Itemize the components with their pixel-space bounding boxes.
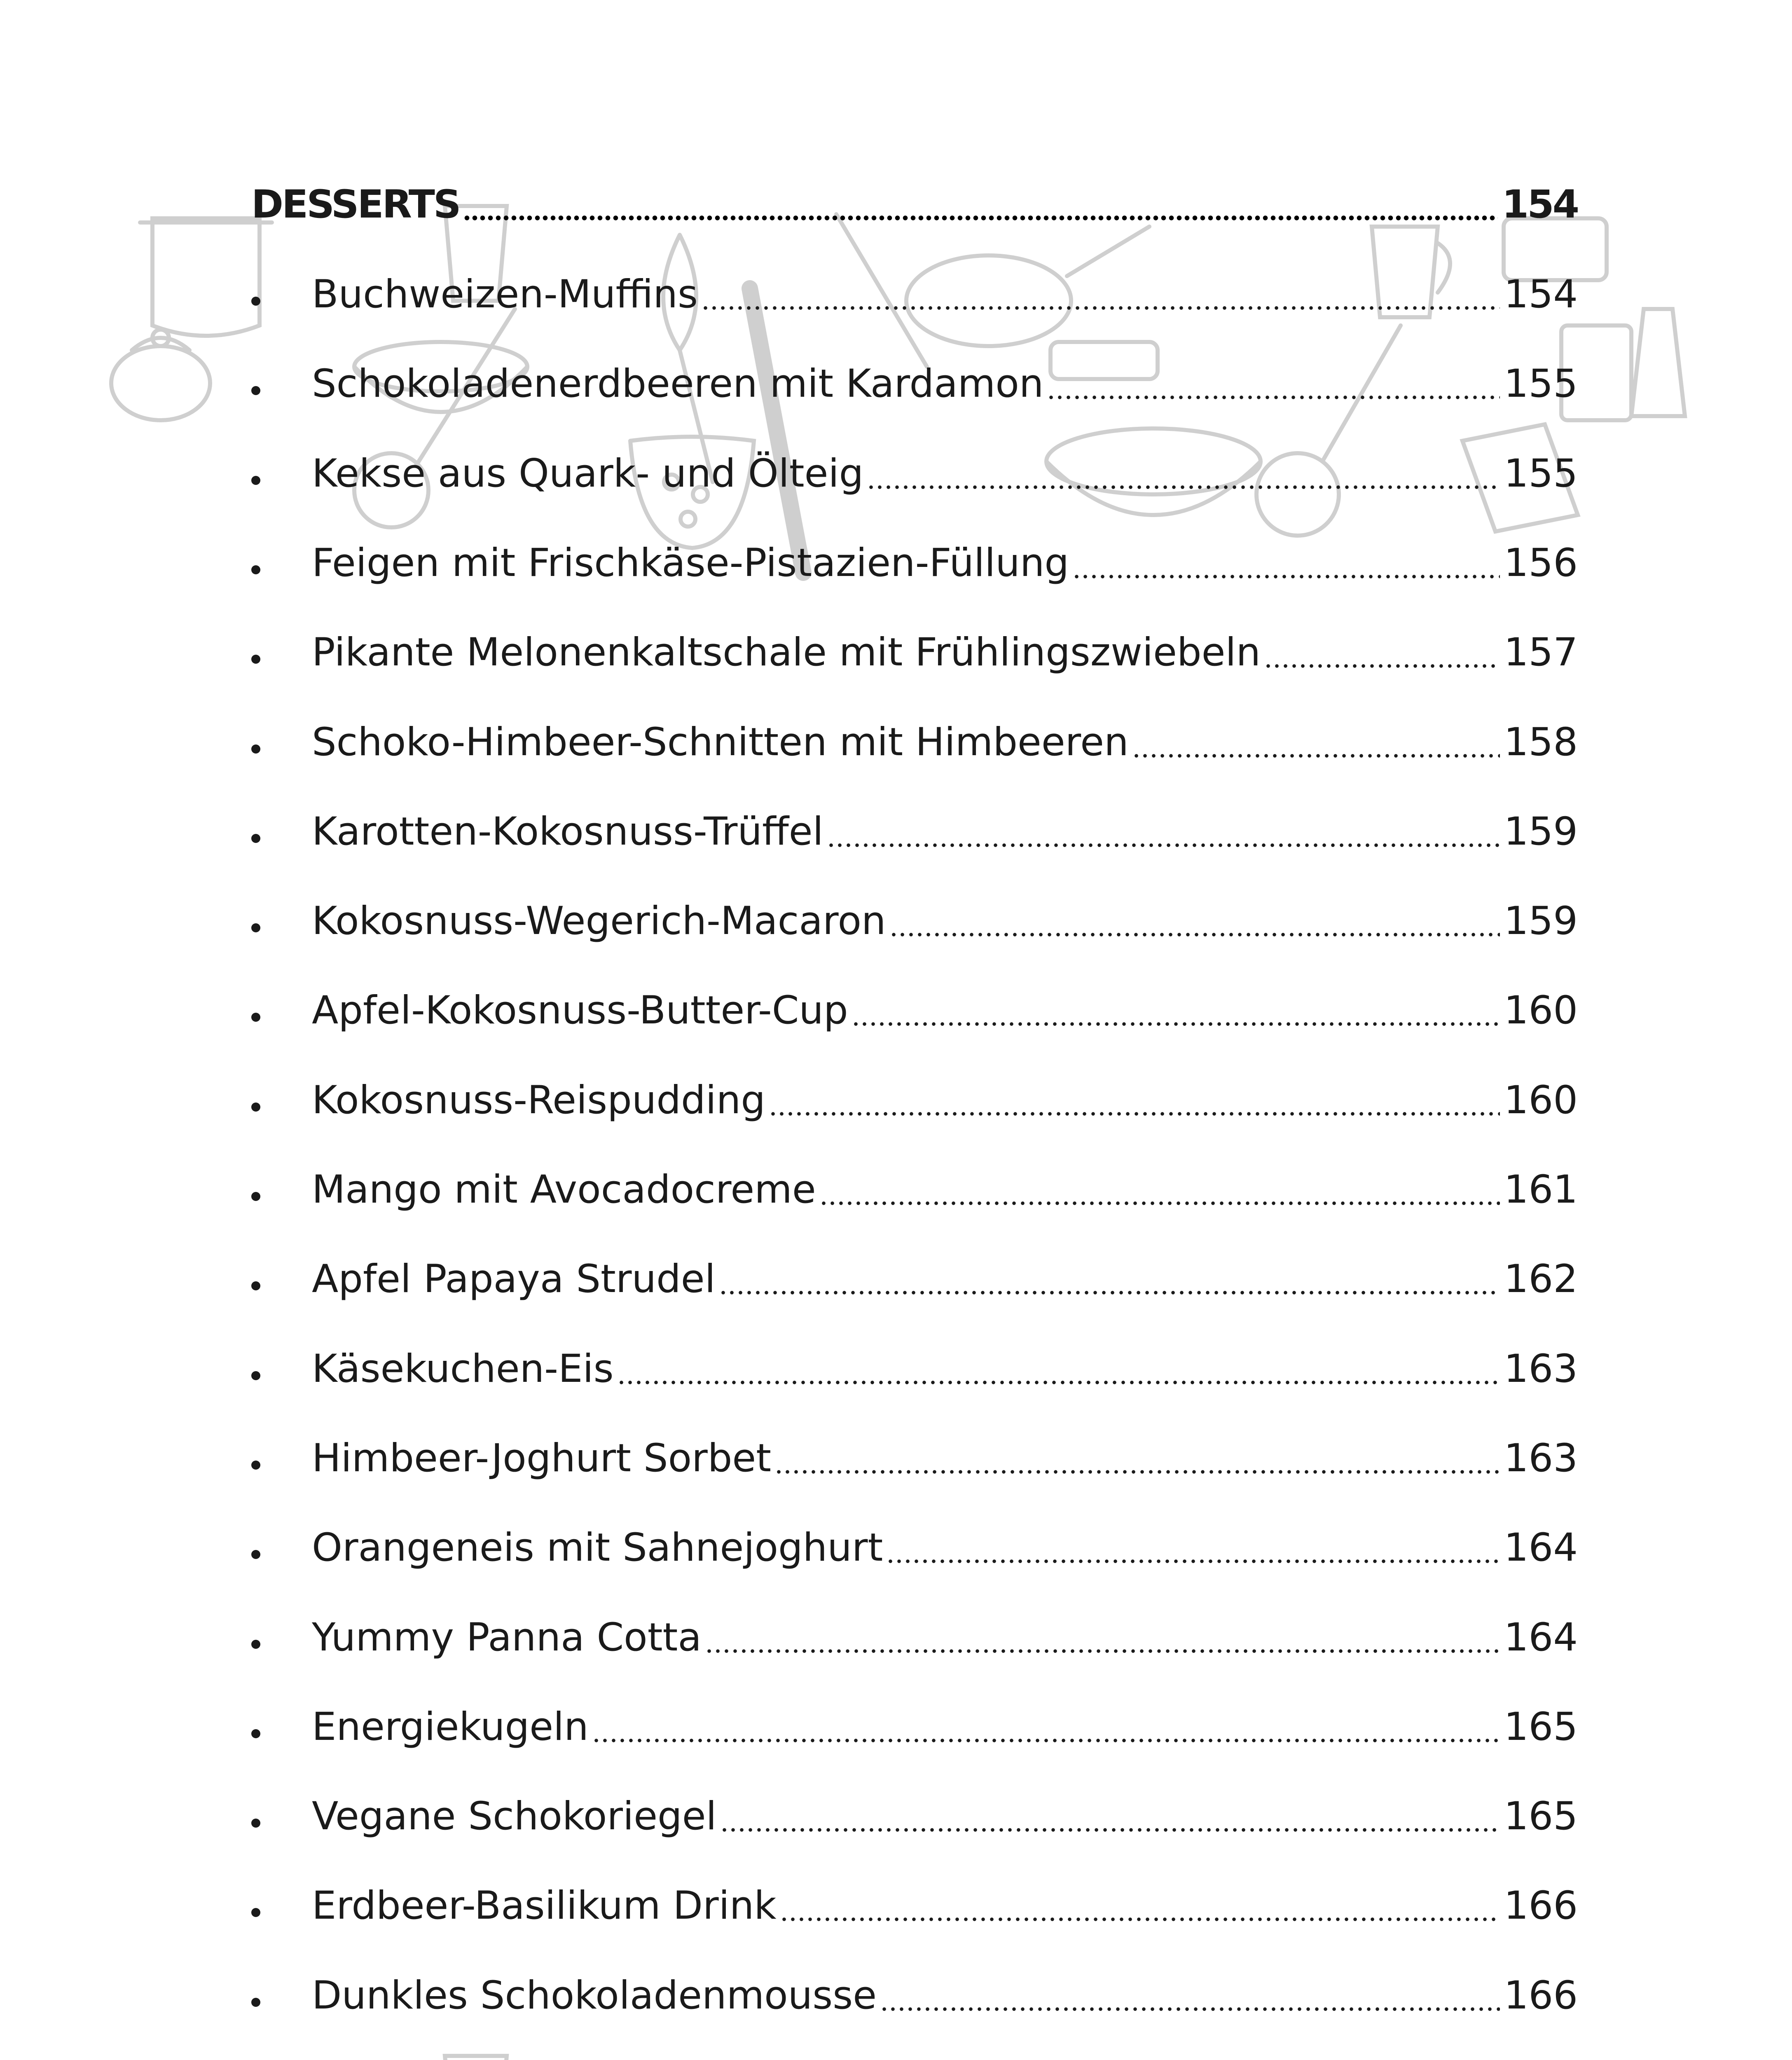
toc-entry[interactable]: [312, 982, 1578, 1039]
bullet-icon: [251, 655, 260, 664]
toc-entry[interactable]: [312, 445, 1578, 503]
bullet-icon: [251, 1103, 260, 1112]
toc-entry[interactable]: [312, 2056, 1578, 2060]
toc-entry[interactable]: [312, 1519, 1578, 1577]
toc-entry[interactable]: [312, 266, 1578, 323]
toc-entry-title: Karotten-Kokosnuss-Trüffel: [312, 809, 823, 854]
bullet-icon: [251, 1281, 260, 1290]
toc-entry[interactable]: [312, 1250, 1578, 1308]
toc-entry-page-number: 160: [1504, 988, 1578, 1033]
toc-entry[interactable]: [312, 534, 1578, 592]
section-title: DESSERTS: [251, 182, 460, 227]
toc-entry-page-number: 166: [1504, 1883, 1578, 1928]
dot-leader: [825, 803, 1502, 861]
toc-entry[interactable]: [312, 1161, 1578, 1219]
toc-entry[interactable]: [312, 1967, 1578, 2025]
toc-entry[interactable]: [312, 624, 1578, 681]
toc-entry-page-number: 163: [1504, 1346, 1578, 1391]
toc-entry-title: Orangeneis mit Sahnejoghurt: [312, 1525, 883, 1570]
toc-entry-title: Erdbeer-Basilikum Drink: [312, 1883, 777, 1928]
dot-leader: [878, 1967, 1502, 2025]
dot-leader: [699, 266, 1502, 323]
bullet-icon: [251, 1729, 260, 1738]
bullet-icon: [251, 1998, 260, 2007]
dot-leader: [702, 2056, 1502, 2060]
dot-leader: [773, 1430, 1501, 1487]
bullet-icon: [251, 297, 260, 306]
toc-entry[interactable]: [312, 1788, 1578, 1845]
toc-entry-title: Kekse aus Quark- und Ölteig: [312, 451, 864, 496]
bullet-icon: [251, 476, 260, 485]
toc-entry-title: Apfel-Kokosnuss-Butter-Cup: [312, 988, 848, 1033]
toc-entry-page-number: [1502, 2056, 1578, 2060]
dot-leader: [865, 445, 1501, 503]
toc-entry[interactable]: [312, 1877, 1578, 1935]
toc-entry-title: Käsekuchen-Eis: [312, 1346, 614, 1391]
toc-entry[interactable]: [312, 355, 1578, 413]
bullet-icon: [251, 1371, 260, 1380]
toc-entry[interactable]: [312, 1430, 1578, 1487]
toc-entry-title: Energiekugeln: [312, 1704, 589, 1749]
toc-entry-page-number: 162: [1504, 1257, 1578, 1302]
toc-entry[interactable]: [312, 892, 1578, 950]
toc-entry-title: [312, 2056, 702, 2060]
toc-entry-title: Dunkles Schokoladenmousse: [312, 1973, 877, 2018]
toc-entry-title: Kokosnuss-Wegerich-Macaron: [312, 899, 886, 943]
toc-entry-title: Mango mit Avocadocreme: [312, 1167, 816, 1212]
dot-leader: [1262, 624, 1501, 681]
dot-leader: [1045, 355, 1501, 413]
bullet-icon: [251, 1908, 260, 1917]
toc-entry-title: Himbeer-Joghurt Sorbet: [312, 1436, 772, 1481]
toc-entry-title: Pikante Melonenkaltschale mit Frühlingszwiebeln: [312, 630, 1261, 675]
toc-entry-page-number: 165: [1504, 1704, 1578, 1749]
toc-entry-page-number: 160: [1504, 1078, 1578, 1123]
toc-entry-title: Schoko-Himbeer-Schnitten mit Himbeeren: [312, 720, 1129, 765]
toc-entry-page-number: 165: [1504, 1794, 1578, 1839]
toc-entry-page-number: 158: [1504, 720, 1578, 765]
bullet-icon: [251, 834, 260, 843]
section-page-number: 154: [1502, 182, 1578, 227]
toc-entry-title: Apfel Papaya Strudel: [312, 1257, 716, 1302]
toc-entry[interactable]: [312, 1698, 1578, 1756]
toc-entry-page-number: 157: [1504, 630, 1578, 675]
bullet-icon: [251, 1461, 260, 1470]
toc-entry[interactable]: [312, 714, 1578, 771]
toc-entry-page-number: 156: [1504, 541, 1578, 585]
dot-leader: [590, 1698, 1502, 1756]
dot-leader: [461, 176, 1500, 234]
bullet-icon: [251, 1550, 260, 1559]
toc-entry-page-number: 159: [1504, 899, 1578, 943]
toc-entry-title: Buchweizen-Muffins: [312, 272, 698, 317]
bullet-icon: [251, 1819, 260, 1828]
toc-entry-page-number: 166: [1504, 1973, 1578, 2018]
bullet-icon: [251, 1013, 260, 1022]
toc-entry-page-number: 155: [1504, 361, 1578, 406]
bullet-icon: [251, 565, 260, 574]
bullet-icon: [251, 744, 260, 754]
dot-leader: [1130, 714, 1502, 771]
toc-entry-page-number: 159: [1504, 809, 1578, 854]
dot-leader: [718, 1788, 1502, 1845]
toc-entry[interactable]: [312, 803, 1578, 861]
toc-entry[interactable]: [312, 1072, 1578, 1129]
toc-entry-title: Schokoladenerdbeeren mit Kardamon: [312, 361, 1044, 406]
dot-leader: [778, 1877, 1502, 1935]
bullet-icon: [251, 386, 260, 395]
dot-leader: [717, 1250, 1502, 1308]
toc-entry-title: Feigen mit Frischkäse-Pistazien-Füllung: [312, 541, 1069, 585]
dot-leader: [818, 1161, 1502, 1219]
toc-entry-page-number: 164: [1504, 1615, 1578, 1660]
toc-entry[interactable]: [312, 1340, 1578, 1398]
dot-leader: [703, 1609, 1502, 1667]
dot-leader: [888, 892, 1502, 950]
toc-entry-page-number: 155: [1504, 451, 1578, 496]
toc-entry-page-number: 154: [1504, 272, 1578, 317]
toc-entry-title: Kokosnuss-Reispudding: [312, 1078, 766, 1123]
dot-leader: [1071, 534, 1501, 592]
toc-section-heading[interactable]: [251, 176, 1578, 234]
toc-entry-page-number: 163: [1504, 1436, 1578, 1481]
toc-entry-page-number: 161: [1504, 1167, 1578, 1212]
bullet-icon: [251, 923, 260, 932]
bullet-icon: [251, 1640, 260, 1649]
dot-leader: [767, 1072, 1502, 1129]
toc-entry-title: Yummy Panna Cotta: [312, 1615, 702, 1660]
toc-entry-page-number: 164: [1504, 1525, 1578, 1570]
dot-leader: [850, 982, 1502, 1039]
bullet-icon: [251, 1192, 260, 1201]
dot-leader: [884, 1519, 1501, 1577]
dot-leader: [615, 1340, 1502, 1398]
toc-entry[interactable]: [312, 1609, 1578, 1667]
toc-entry-title: Vegane Schokoriegel: [312, 1794, 717, 1839]
